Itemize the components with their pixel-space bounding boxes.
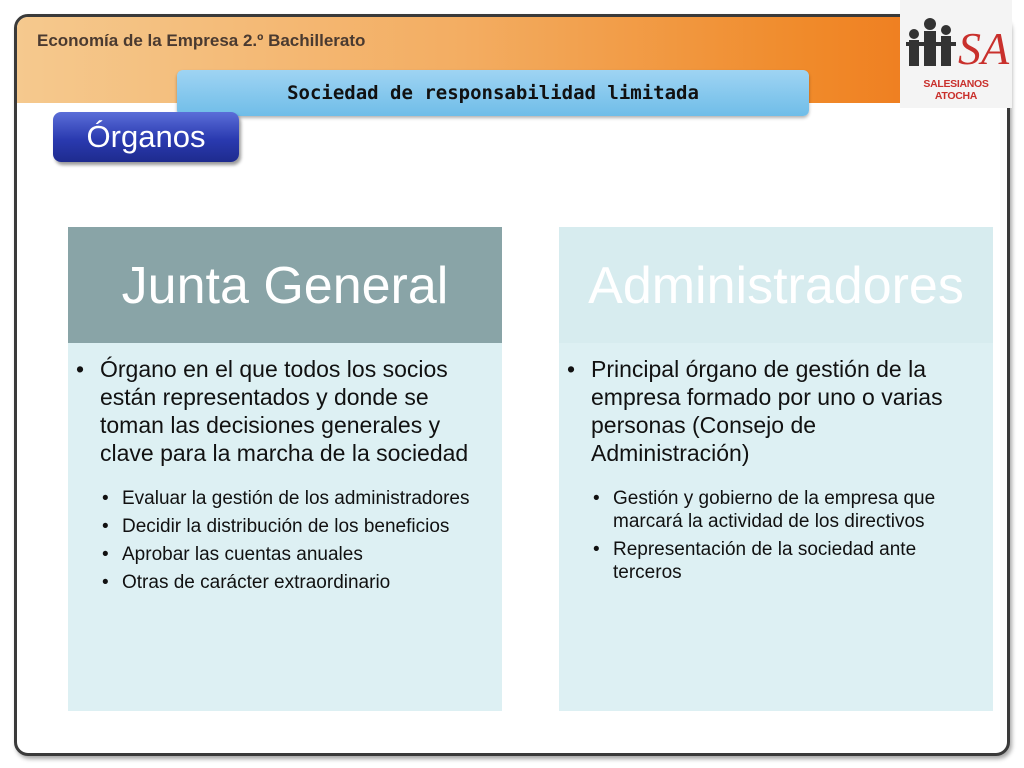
subject-title: Sociedad de responsabilidad limitada <box>287 82 699 104</box>
panel-title: Administradores <box>588 257 964 315</box>
sub-bullet-list <box>567 487 975 584</box>
list-item <box>102 487 484 510</box>
bullet-icon: • <box>593 539 600 560</box>
list-item <box>102 571 484 594</box>
panel-administradores <box>559 227 993 711</box>
main-bullet <box>76 355 484 467</box>
sub-bullet-list <box>76 487 484 594</box>
logo-mark: SA <box>958 23 1010 74</box>
list-item-text: Otras de carácter extraordinario <box>122 572 391 593</box>
list-item-text: Gestión y gobierno de la empresa que marcará la actividad de los directivos <box>613 488 936 532</box>
list-item <box>593 538 975 584</box>
bullet-icon: • <box>102 516 109 537</box>
school-logo <box>900 0 1012 108</box>
course-title: Economía de la Empresa 2.º Bachillerato <box>37 31 366 50</box>
slide-frame <box>14 14 1010 756</box>
logo-text: SALESIANOS ATOCHA <box>923 78 989 102</box>
list-item-text: Decidir la distribución de los beneficios <box>122 516 450 537</box>
panel-body <box>559 355 993 589</box>
main-bullet <box>567 355 975 467</box>
section-label: Órganos <box>86 119 206 154</box>
list-item-text: Evaluar la gestión de los administradores <box>122 488 470 509</box>
section-badge <box>53 112 239 162</box>
bullet-icon: • <box>567 356 576 382</box>
panel-body <box>68 355 502 599</box>
panel-header <box>68 227 502 343</box>
list-item <box>102 515 484 538</box>
family-figures-icon <box>900 0 1012 80</box>
list-item <box>593 487 975 533</box>
list-item <box>102 543 484 566</box>
panel-junta-general <box>68 227 502 711</box>
subject-banner <box>177 70 809 116</box>
main-bullet-text: Principal órgano de gestión de la empresa formado por uno o varias personas (Consejo de Administración) <box>591 356 943 466</box>
list-item-text: Representación de la sociedad ante terceros <box>613 539 917 583</box>
bullet-icon: • <box>102 572 109 593</box>
bullet-icon: • <box>102 544 109 565</box>
main-bullet-text: Órgano en el que todos los socios están representados y donde se toman las decisiones generales y clave para la marcha de la sociedad <box>100 356 469 466</box>
bullet-icon: • <box>76 356 85 382</box>
bullet-icon: • <box>593 488 600 509</box>
bullet-icon: • <box>102 488 109 509</box>
list-item-text: Aprobar las cuentas anuales <box>122 544 363 565</box>
panel-header <box>559 227 993 343</box>
panel-title: Junta General <box>121 257 449 315</box>
